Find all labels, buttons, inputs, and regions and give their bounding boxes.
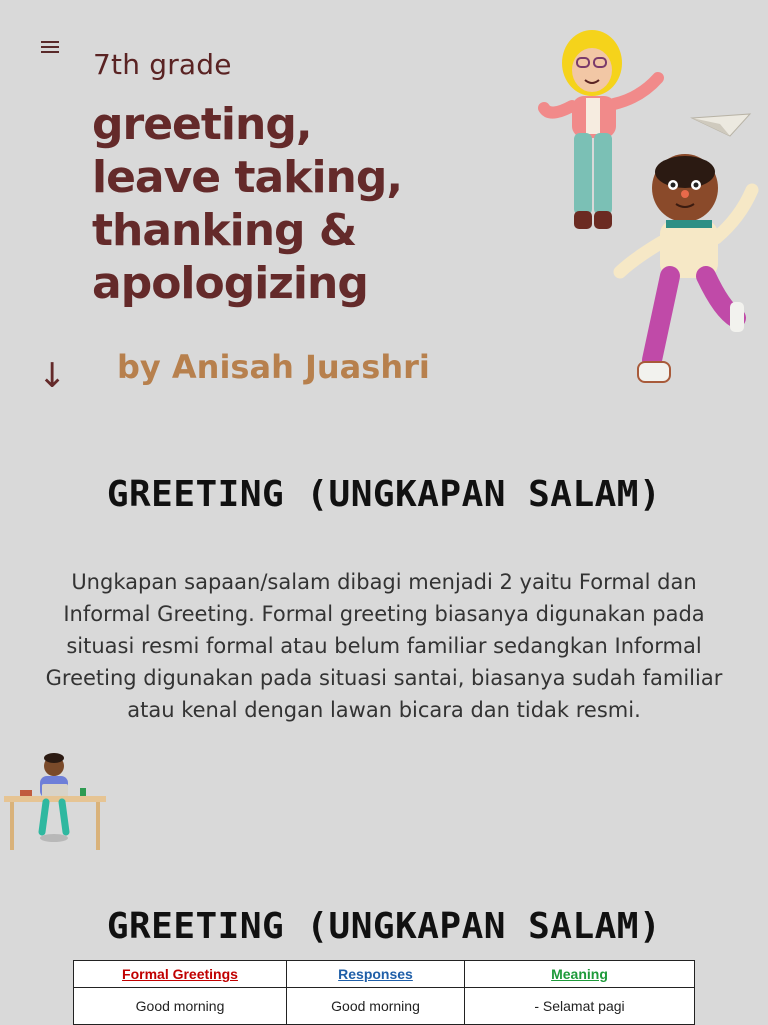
page-title xyxy=(92,98,452,310)
table-header-row xyxy=(74,961,695,988)
down-arrow-icon[interactable]: ↓ xyxy=(38,356,67,396)
section-heading-2: GREETING (UNGKAPAN SALAM) xyxy=(106,906,662,947)
title-line: thanking & xyxy=(92,205,357,256)
title-line: apologizing xyxy=(92,258,368,309)
title-line: greeting, xyxy=(92,99,312,150)
author-label: by Anisah Juashri xyxy=(117,348,430,386)
paper-plane-illustration xyxy=(690,110,752,140)
title-line: leave taking, xyxy=(92,152,403,203)
column-header-responses: Responses xyxy=(287,961,465,988)
column-header-formal: Formal Greetings xyxy=(74,961,287,988)
greeting-table xyxy=(73,960,695,1025)
table-cell: - Selamat pagi xyxy=(465,988,695,1025)
table-cell: Good morning xyxy=(74,988,287,1025)
column-header-meaning: Meaning xyxy=(465,961,695,988)
desk-worker-illustration xyxy=(0,752,110,856)
hamburger-menu-icon[interactable] xyxy=(41,38,59,54)
intro-paragraph: Ungkapan sapaan/salam dibagi menjadi 2 yaitu Formal dan Informal Greeting. Formal greeting biasanya digunakan pada situasi resmi formal atau belum familiar sedangkan Informal Greeting digunakan pada situasi santai, biasanya sudah familiar atau kenal dengan lawan bicara dan tidak resmi. xyxy=(45,570,723,722)
table-row xyxy=(74,988,695,1025)
boy-character-illustration xyxy=(610,150,768,390)
grade-label: 7th grade xyxy=(93,48,232,81)
section-heading: GREETING (UNGKAPAN SALAM) xyxy=(106,474,662,515)
table-cell: Good morning xyxy=(287,988,465,1025)
